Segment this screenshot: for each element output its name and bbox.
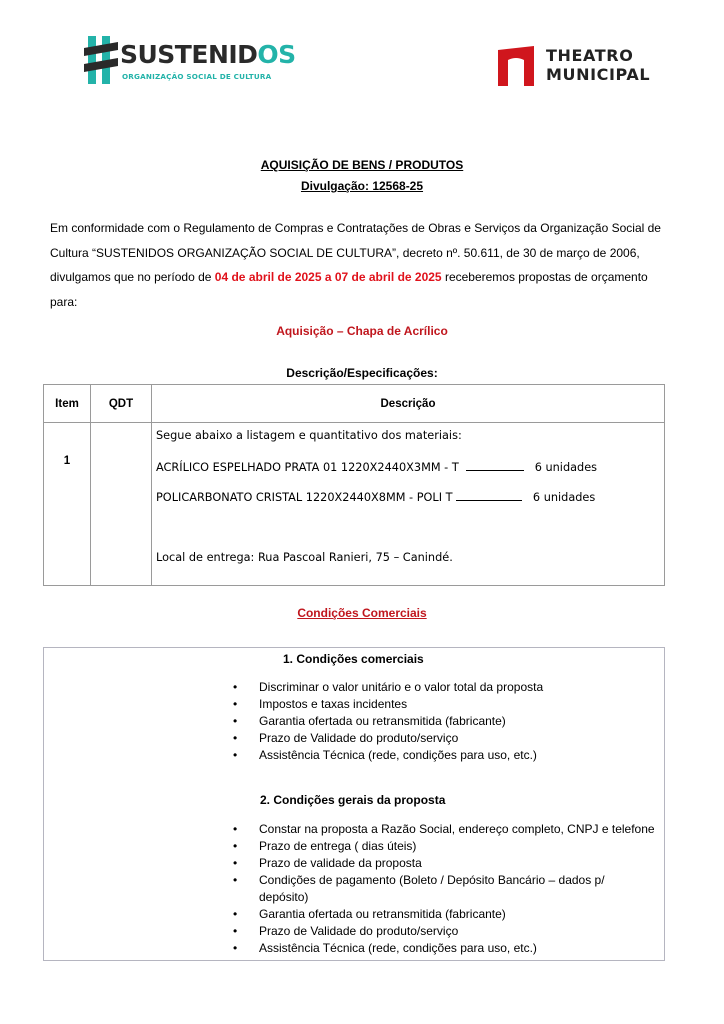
list-item: • Prazo de validade da proposta — [241, 855, 659, 872]
section2-title: 2. Condições gerais da proposta — [260, 793, 446, 807]
list-item: • Assistência Técnica (rede, condições para uso, etc.) — [241, 940, 659, 957]
list-item: • Prazo de Validade do produto/serviço — [241, 923, 659, 940]
acquisition-title: Aquisição – Chapa de Acrílico — [276, 324, 448, 338]
intro-paragraph: Em conformidade com o Regulamento de Compras e Contratações de Obras e Serviços da Organização Social de Cultura “SUSTENIDOS ORGANIZAÇÃO SOCIAL DE CULTURA”, decreto nº. 50.611, de 30 de março de 2006, divulgamos que no período de 04 de abril de 2025 a 07 de abril de 2025 receberemos propostas de orçamento para: — [50, 221, 661, 309]
sustenidos-logo — [84, 34, 296, 89]
section2-list — [241, 821, 659, 957]
list-item: • Discriminar o valor unitário e o valor total da proposta — [241, 679, 659, 696]
theatre-arch-icon — [496, 44, 536, 88]
document-title: AQUISIÇÃO DE BENS / PRODUTOS — [260, 158, 464, 172]
table-row — [44, 423, 665, 586]
materials-intro: Segue abaixo a listagem e quantitativo dos materiais: — [156, 429, 462, 442]
logo-line-2: MUNICIPAL — [546, 65, 651, 84]
list-item: • Prazo de Validade do produto/serviço — [241, 730, 659, 747]
material-line: POLICARBONATO CRISTAL 1220X2440X8MM - POLI T 6 unidades — [156, 491, 596, 504]
document-subtitle: Divulgação: 12568-25 — [300, 179, 424, 193]
logo-name: SUSTENIDOS — [120, 40, 296, 69]
theatro-municipal-logo — [496, 44, 660, 88]
logo-subtitle: ORGANIZAÇÃO SOCIAL DE CULTURA — [122, 72, 272, 81]
list-item: • Prazo de entrega ( dias úteis) — [241, 838, 659, 855]
list-item: • Assistência Técnica (rede, condições para uso, etc.) — [241, 747, 659, 764]
hash-logo-icon — [84, 34, 124, 86]
cell-qdt — [91, 423, 152, 586]
list-item: • Garantia ofertada ou retransmitida (fabricante) — [241, 906, 659, 923]
list-item: • Condições de pagamento (Boleto / Depósito Bancário – dados p/ depósito) — [241, 872, 629, 906]
cell-item: 1 — [44, 423, 91, 586]
header-qdt: QDT — [91, 385, 152, 423]
cell-description — [152, 423, 665, 586]
table-header-row — [44, 385, 665, 423]
spec-title: Descrição/Especificações: — [286, 366, 438, 380]
delivery-location: Local de entrega: Rua Pascoal Ranieri, 75 – Canindé. — [156, 551, 453, 564]
spec-table — [43, 384, 665, 584]
conditions-title: Condições Comerciais — [297, 606, 427, 620]
section1-title: 1. Condições comerciais — [283, 652, 424, 666]
list-item: • Impostos e taxas incidentes — [241, 696, 659, 713]
header-description: Descrição — [152, 385, 665, 423]
section1-list — [241, 679, 659, 764]
logo-line-1: THEATRO — [546, 46, 634, 65]
list-item: • Garantia ofertada ou retransmitida (fabricante) — [241, 713, 659, 730]
header-item: Item — [44, 385, 91, 423]
period-highlight: 04 de abril de 2025 a 07 de abril de 2025 — [214, 270, 442, 284]
list-item: • Constar na proposta a Razão Social, endereço completo, CNPJ e telefone — [241, 821, 659, 838]
material-line: ACRÍLICO ESPELHADO PRATA 01 1220X2440X3MM - T 6 unidades — [156, 461, 598, 474]
conditions-box — [43, 647, 665, 961]
